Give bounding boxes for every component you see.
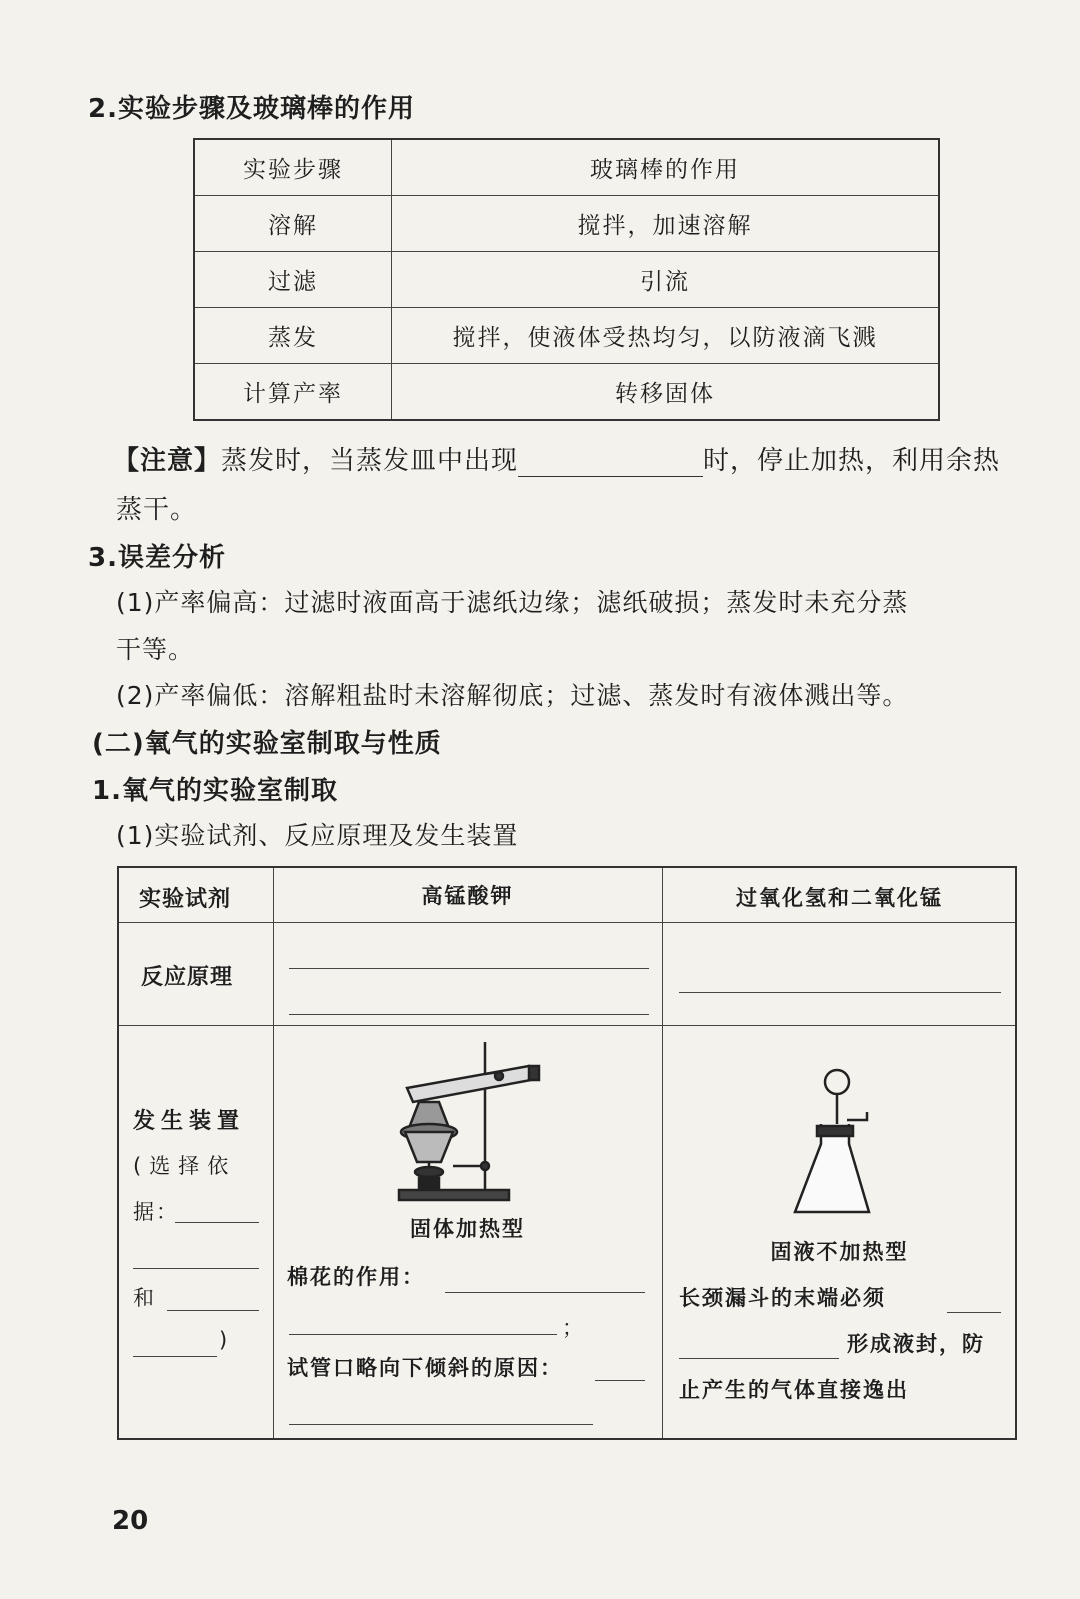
subheading-preparation: 1.氧气的实验室制取: [92, 776, 338, 806]
step-cell: 溶解: [194, 196, 392, 252]
basis-close-paren: ): [219, 1328, 230, 1352]
note-text-after: 时，停止加热，利用余热: [703, 446, 1001, 476]
note-text-before: 蒸发时，当蒸发皿中出现: [221, 446, 519, 476]
solid-heating-apparatus-icon: [389, 1036, 559, 1206]
steps-table: [193, 138, 940, 421]
funnel-line-1: 长颈漏斗的末端必须: [679, 1286, 886, 1310]
error-item-1-line-2: 干等。: [116, 635, 195, 664]
funnel-line-2: 形成液封，防: [847, 1332, 985, 1356]
kmno4-caption: 固体加热型: [410, 1217, 525, 1241]
basis-blank-1[interactable]: [175, 1222, 259, 1223]
page-number: 20: [112, 1506, 149, 1536]
header-reagent-label: 实验试剂: [139, 887, 232, 912]
note-tag: 【注意】: [113, 446, 222, 476]
header-kmno4: 高锰酸钾: [421, 884, 514, 908]
role-cell: 转移固体: [392, 364, 940, 421]
tube-tilt-blank-1[interactable]: [595, 1380, 645, 1381]
apparatus-label: 发生装置: [133, 1109, 246, 1134]
note-blank[interactable]: [518, 452, 703, 477]
step-cell: 过滤: [194, 252, 392, 308]
header-role: 玻璃棒的作用: [392, 139, 940, 196]
table-row: [194, 252, 939, 308]
basis-and: 和: [133, 1286, 156, 1310]
header-step: 实验步骤: [194, 139, 392, 196]
role-cell: 搅拌，使液体受热均匀，以防液滴飞溅: [392, 308, 940, 364]
basis-blank-4[interactable]: [133, 1356, 217, 1357]
table-row: [194, 196, 939, 252]
role-cell: 搅拌，加速溶解: [392, 196, 940, 252]
kmno4-reaction-blank-2[interactable]: [289, 1014, 649, 1015]
reaction-principle-label: 反应原理: [141, 965, 234, 990]
basis-blank-2[interactable]: [133, 1268, 259, 1269]
section-heading-steps: 2.实验步骤及玻璃棒的作用: [88, 94, 415, 124]
apparatus-basis-colon: 据：: [133, 1200, 179, 1224]
note-line-2: 蒸干。: [116, 495, 198, 525]
part-heading-oxygen: (二)氧气的实验室制取与性质: [92, 729, 442, 759]
table-row: [194, 308, 939, 364]
error-item-1-line-1: (1)产率偏高：过滤时液面高于滤纸边缘；滤纸破损；蒸发时未充分蒸: [116, 588, 909, 617]
kmno4-reaction-blank-1[interactable]: [289, 968, 649, 969]
solid-liquid-apparatus-icon: [787, 1064, 877, 1224]
funnel-line-3: 止产生的气体直接逸出: [679, 1378, 909, 1402]
error-item-2: (2)产率偏低：溶解粗盐时未溶解彻底；过滤、蒸发时有液体溅出等。: [116, 681, 909, 710]
apparatus-basis-label: (选择依: [133, 1154, 237, 1178]
oxygen-table: [117, 866, 1017, 1440]
h2o2-caption: 固液不加热型: [770, 1240, 909, 1264]
cotton-role-blank-1[interactable]: [445, 1292, 645, 1293]
role-cell: 引流: [392, 252, 940, 308]
subheading-reagents: (1)实验试剂、反应原理及发生装置: [116, 821, 519, 850]
h2o2-reaction-blank[interactable]: [679, 992, 1001, 993]
section-heading-error: 3.误差分析: [88, 543, 226, 573]
cotton-semicolon: ；: [562, 1316, 585, 1340]
cotton-role-label: 棉花的作用：: [287, 1265, 425, 1289]
header-h2o2: 过氧化氢和二氧化锰: [736, 886, 943, 910]
cotton-role-blank-2[interactable]: [289, 1334, 557, 1335]
note-line-1: [113, 440, 1000, 477]
step-cell: 蒸发: [194, 308, 392, 364]
tube-tilt-blank-2[interactable]: [289, 1424, 593, 1425]
tube-tilt-label: 试管口略向下倾斜的原因：: [287, 1356, 563, 1380]
basis-blank-3[interactable]: [167, 1310, 259, 1311]
funnel-blank-1[interactable]: [947, 1312, 1001, 1313]
step-cell: 计算产率: [194, 364, 392, 421]
table-header-row: [194, 139, 939, 196]
funnel-blank-2[interactable]: [679, 1358, 839, 1359]
table-row: [194, 364, 939, 421]
